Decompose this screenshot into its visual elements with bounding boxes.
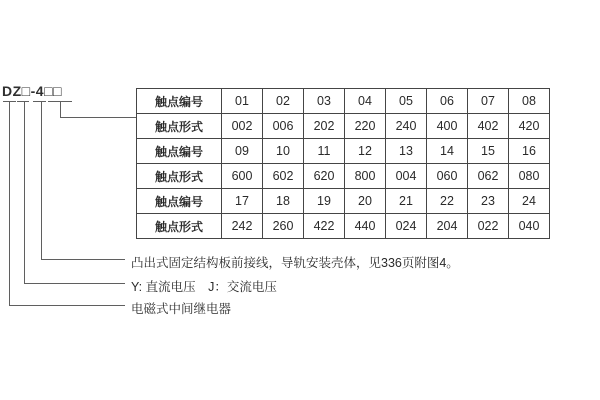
table-cell: 800 xyxy=(345,164,386,189)
table-row xyxy=(137,164,550,189)
table-cell: 440 xyxy=(345,214,386,239)
table-cell: 22 xyxy=(427,189,468,214)
table-cell: 09 xyxy=(222,139,263,164)
table-row xyxy=(137,114,550,139)
leader-line-contact-table-horizontal xyxy=(60,117,136,118)
table-cell: 11 xyxy=(304,139,345,164)
table-row xyxy=(137,189,550,214)
table-cell: 21 xyxy=(386,189,427,214)
table-cell: 040 xyxy=(509,214,550,239)
leader-line-voltage-horizontal xyxy=(24,283,125,284)
table-cell: 242 xyxy=(222,214,263,239)
table-cell: 07 xyxy=(468,89,509,114)
table-cell: 17 xyxy=(222,189,263,214)
table-cell: 080 xyxy=(509,164,550,189)
leader-line-mounting xyxy=(41,101,42,260)
leader-line-relay-type-horizontal xyxy=(9,305,125,306)
contact-table xyxy=(136,88,550,239)
table-cell: 24 xyxy=(509,189,550,214)
row-header: 触点编号 xyxy=(137,89,222,114)
table-cell: 620 xyxy=(304,164,345,189)
table-cell: 400 xyxy=(427,114,468,139)
table-cell: 13 xyxy=(386,139,427,164)
table-cell: 202 xyxy=(304,114,345,139)
table-cell: 240 xyxy=(386,114,427,139)
table-cell: 03 xyxy=(304,89,345,114)
leader-line-voltage xyxy=(24,101,25,284)
leader-line-relay-type xyxy=(9,101,10,306)
table-cell: 062 xyxy=(468,164,509,189)
annotation-relay-type: 电磁式中间继电器 xyxy=(131,302,232,316)
table-cell: 602 xyxy=(263,164,304,189)
table-cell: 18 xyxy=(263,189,304,214)
table-cell: 23 xyxy=(468,189,509,214)
table-cell: 006 xyxy=(263,114,304,139)
leader-line-mounting-horizontal xyxy=(41,259,125,260)
table-cell: 204 xyxy=(427,214,468,239)
row-header: 触点编号 xyxy=(137,139,222,164)
table-cell: 402 xyxy=(468,114,509,139)
table-cell: 15 xyxy=(468,139,509,164)
table-cell: 002 xyxy=(222,114,263,139)
table-cell: 420 xyxy=(509,114,550,139)
table-cell: 04 xyxy=(345,89,386,114)
row-header: 触点形式 xyxy=(137,114,222,139)
table-cell: 004 xyxy=(386,164,427,189)
leader-line-contact-table xyxy=(60,101,61,118)
row-header: 触点编号 xyxy=(137,189,222,214)
table-cell: 20 xyxy=(345,189,386,214)
table-cell: 022 xyxy=(468,214,509,239)
table-cell: 024 xyxy=(386,214,427,239)
table-cell: 12 xyxy=(345,139,386,164)
contact-table-body xyxy=(137,89,550,239)
table-cell: 05 xyxy=(386,89,427,114)
model-code: DZ□-4□□ xyxy=(2,83,62,99)
table-cell: 260 xyxy=(263,214,304,239)
table-cell: 16 xyxy=(509,139,550,164)
table-cell: 14 xyxy=(427,139,468,164)
underline-series-4 xyxy=(33,101,46,102)
annotation-voltage: Y: 直流电压 J：交流电压 xyxy=(131,280,277,294)
row-header: 触点形式 xyxy=(137,214,222,239)
table-cell: 10 xyxy=(263,139,304,164)
table-cell: 220 xyxy=(345,114,386,139)
table-row xyxy=(137,214,550,239)
table-cell: 422 xyxy=(304,214,345,239)
table-cell: 19 xyxy=(304,189,345,214)
table-cell: 600 xyxy=(222,164,263,189)
table-row xyxy=(137,139,550,164)
underline-voltage-box xyxy=(17,101,29,102)
table-cell: 08 xyxy=(509,89,550,114)
table-cell: 02 xyxy=(263,89,304,114)
row-header: 触点形式 xyxy=(137,164,222,189)
table-cell: 01 xyxy=(222,89,263,114)
annotation-mounting: 凸出式固定结构板前接线，导轨安装壳体，见336页附图4。 xyxy=(131,256,459,270)
table-cell: 06 xyxy=(427,89,468,114)
table-cell: 060 xyxy=(427,164,468,189)
table-row xyxy=(137,89,550,114)
